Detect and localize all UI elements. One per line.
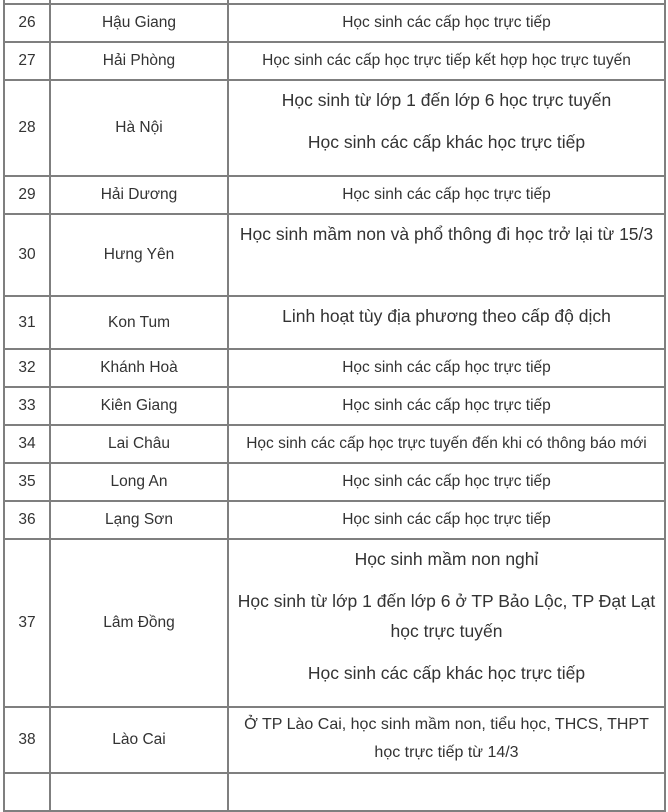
status-note-line: Linh hoạt tùy địa phương theo cấp độ dịch (282, 306, 611, 326)
province-name: Hải Dương (50, 176, 228, 214)
status-note-line: Học sinh mầm non nghỉ (354, 549, 539, 569)
province-name (50, 773, 228, 811)
row-number: 27 (4, 42, 50, 80)
row-number: 31 (4, 296, 50, 349)
status-note-line: Học sinh từ lớp 1 đến lớp 6 ở TP Bảo Lộc, TP Đạt Lạt học trực tuyến (237, 591, 656, 641)
province-name: Lào Cai (50, 707, 228, 773)
status-note-line: Học sinh từ lớp 1 đến lớp 6 học trực tuyến (281, 90, 612, 110)
row-number: 37 (4, 539, 50, 707)
table-row (4, 539, 665, 707)
status-note: Học sinh các cấp học trực tuyến đến khi có thông báo mới (228, 425, 665, 463)
status-note: Học sinh các cấp học trực tiếp (228, 501, 665, 539)
status-note: Học sinh các cấp học trực tiếp kết hợp học trực tuyến (228, 42, 665, 80)
province-name: Lâm Đồng (50, 539, 228, 707)
row-number: 38 (4, 707, 50, 773)
status-note: Học sinh các cấp học trực tiếp (228, 176, 665, 214)
status-note (228, 707, 665, 773)
province-name: Kiên Giang (50, 387, 228, 425)
province-name: Khánh Hoà (50, 349, 228, 387)
province-name: Hà Nội (50, 80, 228, 176)
table-row (4, 349, 665, 387)
row-number: 36 (4, 501, 50, 539)
row-number (4, 773, 50, 811)
row-number: 35 (4, 463, 50, 501)
table-row (4, 80, 665, 176)
status-note (228, 773, 665, 811)
row-number: 26 (4, 4, 50, 42)
table-row (4, 42, 665, 80)
row-number: 28 (4, 80, 50, 176)
table-row (4, 707, 665, 773)
status-note-line: Học sinh các cấp khác học trực tiếp (307, 663, 586, 683)
province-school-status-table (3, 0, 666, 812)
province-name: Long An (50, 463, 228, 501)
table-row (4, 296, 665, 349)
row-number: 29 (4, 176, 50, 214)
status-note-line: Học sinh mầm non và phổ thông đi học trở lại từ 15/3 (239, 224, 654, 244)
table-row (4, 425, 665, 463)
province-name: Kon Tum (50, 296, 228, 349)
status-note: Học sinh các cấp học trực tiếp (228, 349, 665, 387)
table-row (4, 387, 665, 425)
table-row (4, 4, 665, 42)
row-number: 33 (4, 387, 50, 425)
row-number: 32 (4, 349, 50, 387)
table-row (4, 214, 665, 296)
table-row (4, 463, 665, 501)
status-note-line: Ở TP Lào Cai, học sinh mầm non, tiểu học, THCS, THPT học trực tiếp từ 14/3 (244, 716, 649, 761)
table-row (4, 176, 665, 214)
row-number: 34 (4, 425, 50, 463)
status-note: Học sinh các cấp học trực tiếp (228, 387, 665, 425)
status-note (228, 296, 665, 349)
province-name: Lạng Sơn (50, 501, 228, 539)
province-name: Lai Châu (50, 425, 228, 463)
table-row (4, 773, 665, 811)
status-note: Học sinh các cấp học trực tiếp (228, 463, 665, 501)
table-row (4, 501, 665, 539)
status-note: Học sinh các cấp học trực tiếp (228, 4, 665, 42)
status-note (228, 80, 665, 176)
row-number: 30 (4, 214, 50, 296)
status-note (228, 214, 665, 296)
province-name: Hưng Yên (50, 214, 228, 296)
status-note (228, 539, 665, 707)
province-name: Hậu Giang (50, 4, 228, 42)
status-note-line: Học sinh các cấp khác học trực tiếp (307, 132, 586, 152)
province-name: Hải Phòng (50, 42, 228, 80)
